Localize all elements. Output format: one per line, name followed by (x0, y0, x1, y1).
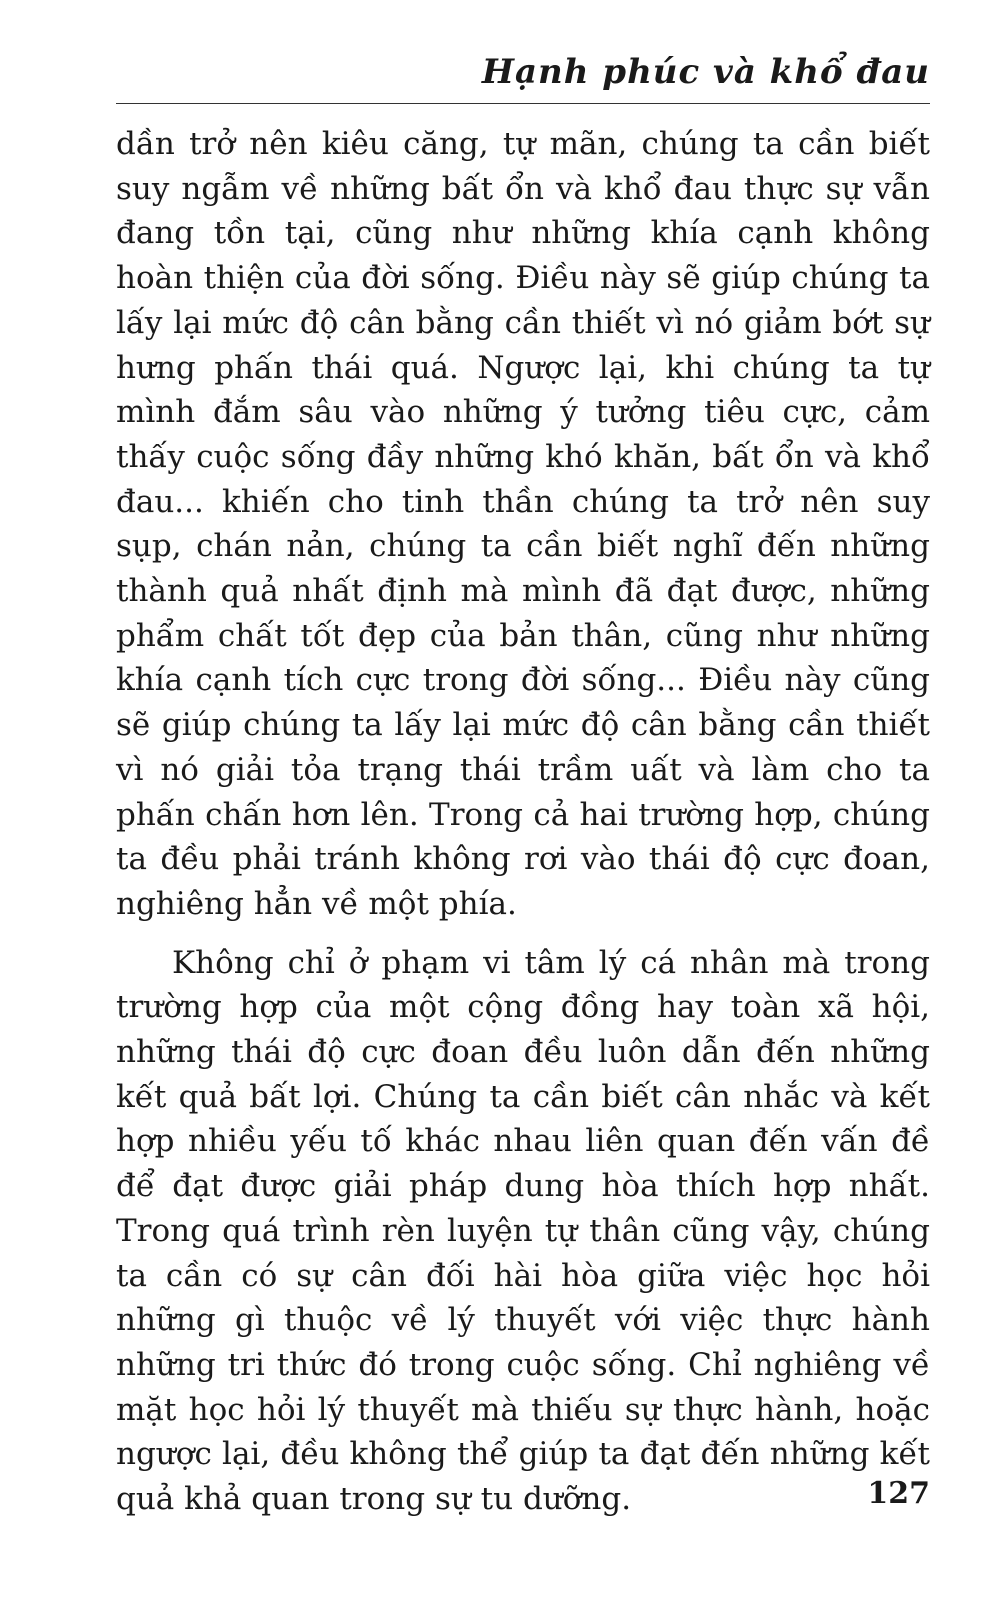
running-header-title: Hạnh phúc và khổ đau (481, 52, 930, 92)
header-rule (116, 103, 930, 104)
paragraph-2: Không chỉ ở phạm vi tâm lý cá nhân mà trong trường hợp của một cộng đồng hay toàn xã hội, những thái độ cực đoan đều luôn dẫn đến những kết quả bất lợi. Chúng ta cần biết cân nhắc và kết hợp nhiều yếu tố khác nhau liên quan đến vấn đề để đạt được giải pháp dung hòa thích hợp nhất. Trong quá trình rèn luyện tự thân cũng vậy, chúng ta cần có sự cân đối hài hòa giữa việc học hỏi những gì thuộc về lý thuyết với việc thực hành những tri thức đó trong cuộc sống. Chỉ nghiêng về mặt học hỏi lý thuyết mà thiếu sự thực hành, hoặc ngược lại, đều không thể giúp ta đạt đến những kết quả khả quan trong sự tu dưỡng. (116, 944, 930, 1518)
page-number: 127 (867, 1476, 930, 1511)
paragraph-1: dần trở nên kiêu căng, tự mãn, chúng ta cần biết suy ngẫm về những bất ổn và khổ đau thực sự vẫn đang tồn tại, cũng như những khía cạnh không hoàn thiện của đời sống. Điều này sẽ giúp chúng ta lấy lại mức độ cân bằng cần thiết vì nó giảm bớt sự hưng phấn thái quá. Ngược lại, khi chúng ta tự mình đắm sâu vào những ý tưởng tiêu cực, cảm thấy cuộc sống đầy những khó khăn, bất ổn và khổ đau... khiến cho tinh thần chúng ta trở nên suy sụp, chán nản, chúng ta cần biết nghĩ đến những thành quả nhất định mà mình đã đạt được, những phẩm chất tốt đẹp của bản thân, cũng như những khía cạnh tích cực trong đời sống... Điều này cũng sẽ giúp chúng ta lấy lại mức độ cân bằng cần thiết vì nó giải tỏa trạng thái trầm uất và làm cho ta phấn chấn hơn lên. Trong cả hai trường hợp, chúng ta đều phải tránh không rơi vào thái độ cực đoan, nghiêng hẳn về một phía. (116, 126, 930, 922)
body-text (116, 122, 930, 1522)
